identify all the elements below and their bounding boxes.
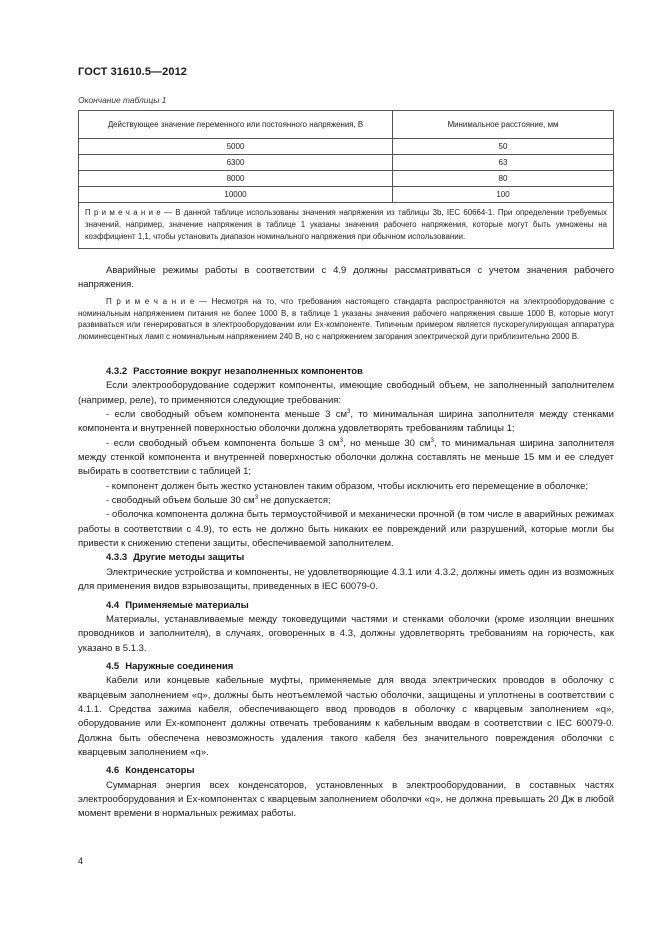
note-label: П р и м е ч а н и е xyxy=(106,297,195,306)
table-row xyxy=(79,155,614,171)
table-row xyxy=(79,139,614,155)
section-heading-4-3-3: 4.3.3 Другие методы защиты xyxy=(106,552,245,564)
list-item: - свободный объем больше 30 $см^3$ не допускается; xyxy=(106,494,331,507)
table-note-row xyxy=(79,203,614,249)
list-item: - оболочка компонента должна быть термоустойчивой и механически прочной (в том числе в аварийных режимах работы в соответствии с 4.9), то есть не должно быть никаких ее повреждений или разрушений, которые могли бы привести к снижению степени защиты, обеспечиваемой заполнителем. xyxy=(78,509,614,550)
paragraph-emergency: Аварийные режимы работы в соответствии с 4.9 должны рассматриваться с учетом значения рабочего напряжения. xyxy=(78,265,614,291)
table-cell-distance: 63 xyxy=(393,155,614,171)
table-cell-voltage: 5000 xyxy=(79,139,393,155)
paragraph: Если электрооборудование содержит компоненты, имеющие свободный объем, не заполненный заполнителем (например, реле), то применяются следующие требования: xyxy=(78,380,614,406)
column-header-distance: Минимальное расстояние, мм xyxy=(393,111,614,139)
table-cell-distance: 80 xyxy=(393,171,614,187)
table-cell-voltage: 6300 xyxy=(79,155,393,171)
table-cell-distance: 100 xyxy=(393,187,614,203)
section-heading-4-4: 4.4 Применяемые материалы xyxy=(106,599,249,611)
body-block-1 xyxy=(78,264,614,293)
voltage-distance-table xyxy=(78,110,614,249)
note-text: — Несмотря на то, что требования настоящего стандарта распространяются на электрооборудование с номинальным напряжением питания не более 1000 В, в таблице 1 указаны значения рабочего напряжения свыше 1000 В, которые могут развиваться или генерироваться в электрооборудовании или Ex-компоненте. Типичным примером является пускорегулирующая аппаратура люминесцентных ламп с номинальным напряжением 240 В, но с напряжением загорания электрической дуги приблизительно 2000 В. xyxy=(78,297,615,341)
table-row xyxy=(79,171,614,187)
standard-header: ГОСТ 31610.5—2012 xyxy=(78,66,188,78)
table-note xyxy=(79,203,614,249)
paragraph: Суммарная энергия всех конденсаторов, установленных в электрооборудовании, в составных частях электрооборудования и Ex-компонентах с кварцевым заполнением оболочки «q», не должна превышать 20 Дж в любой момент времени в нормальных режимах работы. xyxy=(78,779,614,820)
section-heading-4-6: 4.6 Конденсаторы xyxy=(106,765,195,777)
list-item: - компонент должен быть жестко установлен таким образом, чтобы исключить его перемещение в оболочке; xyxy=(106,480,589,492)
column-header-voltage: Действующее значение переменного или постоянного напряжения, В xyxy=(79,111,393,139)
note-label: П р и м е ч а н и е xyxy=(85,208,161,217)
note-text: — В данной таблице использованы значения напряжения из таблицы 3b, IEC 60664-1. При определении требуемых значений, например, значение напряжения в таблице 1 указаны значения рабочего напряжения, которые могут быть умножены на коэффициент 1,1, чтобы установить диапазон номинального напряжения при обычном использовании. xyxy=(85,208,607,241)
note-paragraph xyxy=(78,296,614,342)
table-row xyxy=(79,187,614,203)
paragraph: Электрические устройства и компоненты, не удовлетворяющие 4.3.1 или 4.3.2, должны иметь один из возможных для применения видов взрывозащиты, приведенных в IEC 60079-0. xyxy=(78,566,614,593)
body-block-sections xyxy=(78,365,614,822)
table-cell-voltage: 10000 xyxy=(79,187,393,203)
list-item: - если свободный объем компонента меньше 3 $см^3$, то минимальная ширина заполнителя между стенками компонента и внутренней поверхностью оболочки должна удовлетворять требованиям таблицы 1; xyxy=(78,408,614,435)
table-cell-distance: 50 xyxy=(393,139,614,155)
paragraph: Материалы, устанавливаемые между токоведущими частями и стенками оболочки (кроме изоляции внешних проводников и заполнителя), в случаях, оговоренных в 4.3, должны удовлетворять требованиям на горючесть, как указано в 5.1.3. xyxy=(78,613,614,654)
body-block-note xyxy=(78,296,614,342)
page-number: 4 xyxy=(78,856,84,866)
table-cell-voltage: 8000 xyxy=(79,171,393,187)
section-heading-4-5: 4.5 Наружные соединения xyxy=(106,660,234,672)
paragraph: Кабели или концевые кабельные муфты, применяемые для ввода электрических проводов в оболочку с кварцевым заполнением «q», должны быть неотъемлемой частью оболочки, защищены и уплотнены в соответствии с 4.1.1. Средства зажима кабеля, обеспечивающего ввод проводов в оболочку с кварцевым заполнением «q», оборудование или Ex-компонент должны отвечать требованиям к кабельным вводам в соответствии с IEC 60079-0. Должна быть обеспечена невозможность удаления такого кабеля без значительного повреждения оболочки с кварцевым заполнением «q». xyxy=(78,675,614,758)
section-heading-4-3-2: 4.3.2 Расстояние вокруг незаполненных компонентов xyxy=(106,366,363,377)
table-header-row xyxy=(79,111,614,139)
table-caption: Окончание таблицы 1 xyxy=(78,95,167,105)
list-item: - если свободный объем компонента больше 3 $см^3$, но меньше 30 $см^3$, то минимальная ширина заполнителя между стенкой компонента и внутренней поверхностью оболочки должна составлять не меньше 15 мм и ее следует выбирать в соответствии с таблицей 1; xyxy=(78,437,614,478)
